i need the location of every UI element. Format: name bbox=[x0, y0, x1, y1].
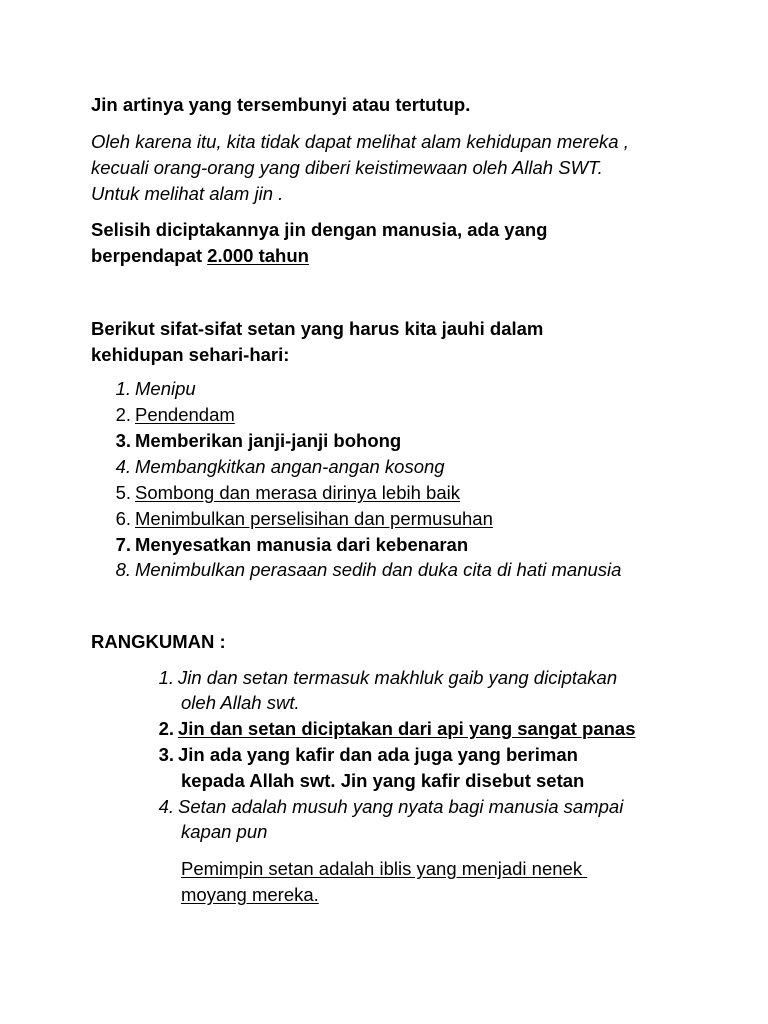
rangkuman-item bbox=[154, 795, 623, 819]
closing-line-2: moyang mereka. bbox=[181, 884, 319, 905]
intro-paragraph-line-3: Untuk melihat alam jin . bbox=[91, 183, 284, 204]
sifat-item bbox=[109, 507, 493, 531]
sifat-item bbox=[109, 403, 235, 427]
rangkuman-item bbox=[154, 666, 617, 690]
sifat-item bbox=[109, 533, 468, 557]
sifat-item bbox=[109, 558, 621, 582]
list-number: 1. bbox=[115, 378, 131, 399]
list-number: 3. bbox=[115, 430, 131, 451]
list-number: 2. bbox=[115, 404, 131, 425]
list-number: 3. bbox=[158, 744, 174, 765]
selisih-line-1: Selisih diciptakannya jin dengan manusia, ada yang bbox=[91, 219, 548, 240]
closing-line-1: Pemimpin setan adalah iblis yang menjadi nenek bbox=[181, 858, 588, 879]
intro-paragraph-line-1: Oleh karena itu, kita tidak dapat melihat alam kehidupan mereka , bbox=[91, 131, 629, 152]
list-item-text: Setan adalah musuh yang nyata bagi manusia sampai bbox=[178, 796, 624, 817]
sifat-item bbox=[109, 429, 401, 453]
list-item-text: Jin dan setan diciptakan dari api yang sangat panas bbox=[178, 718, 636, 739]
rangkuman-item-continuation: kepada Allah swt. Jin yang kafir disebut setan bbox=[181, 770, 585, 791]
list-item-text: Menimbulkan perasaan sedih dan duka cita di hati manusia bbox=[135, 559, 622, 580]
selisih-prefix: berpendapat bbox=[91, 245, 208, 266]
list-item-text: Membangkitkan angan-angan kosong bbox=[135, 456, 445, 477]
rangkuman-item bbox=[154, 743, 578, 767]
sifat-heading-line-1: Berikut sifat-sifat setan yang harus kita jauhi dalam bbox=[91, 318, 544, 339]
list-item-text: Menyesatkan manusia dari kebenaran bbox=[135, 534, 469, 555]
list-item-text: Memberikan janji-janji bohong bbox=[135, 430, 402, 451]
list-number: 2. bbox=[158, 718, 174, 739]
selisih-value: 2.000 tahun bbox=[207, 245, 309, 266]
rangkuman-heading: RANGKUMAN : bbox=[91, 631, 226, 652]
list-number: 7. bbox=[115, 534, 131, 555]
list-number: 6. bbox=[115, 508, 131, 529]
sifat-item bbox=[109, 455, 445, 479]
list-item-text: Jin ada yang kafir dan ada juga yang beriman bbox=[178, 744, 578, 765]
intro-heading: Jin artinya yang tersembunyi atau tertutup. bbox=[91, 94, 471, 115]
sifat-item bbox=[109, 481, 460, 505]
list-number: 4. bbox=[115, 456, 131, 477]
rangkuman-item-continuation: kapan pun bbox=[181, 821, 268, 842]
sifat-item bbox=[109, 377, 196, 401]
list-item-text: Menimbulkan perselisihan dan permusuhan bbox=[135, 508, 493, 529]
sifat-heading-line-2: kehidupan sehari-hari: bbox=[91, 344, 290, 365]
selisih-line-2 bbox=[91, 244, 309, 268]
rangkuman-item bbox=[154, 717, 636, 741]
rangkuman-item-continuation: oleh Allah swt. bbox=[181, 692, 300, 713]
list-number: 8. bbox=[115, 559, 131, 580]
list-number: 4. bbox=[158, 796, 174, 817]
list-item-text: Jin dan setan termasuk makhluk gaib yang diciptakan bbox=[178, 667, 618, 688]
list-item-text: Sombong dan merasa dirinya lebih baik bbox=[135, 482, 460, 503]
list-number: 5. bbox=[115, 482, 131, 503]
list-item-text: Menipu bbox=[135, 378, 196, 399]
intro-paragraph-line-2: kecuali orang-orang yang diberi keistimewaan oleh Allah SWT. bbox=[91, 157, 603, 178]
list-item-text: Pendendam bbox=[135, 404, 235, 425]
list-number: 1. bbox=[158, 667, 174, 688]
